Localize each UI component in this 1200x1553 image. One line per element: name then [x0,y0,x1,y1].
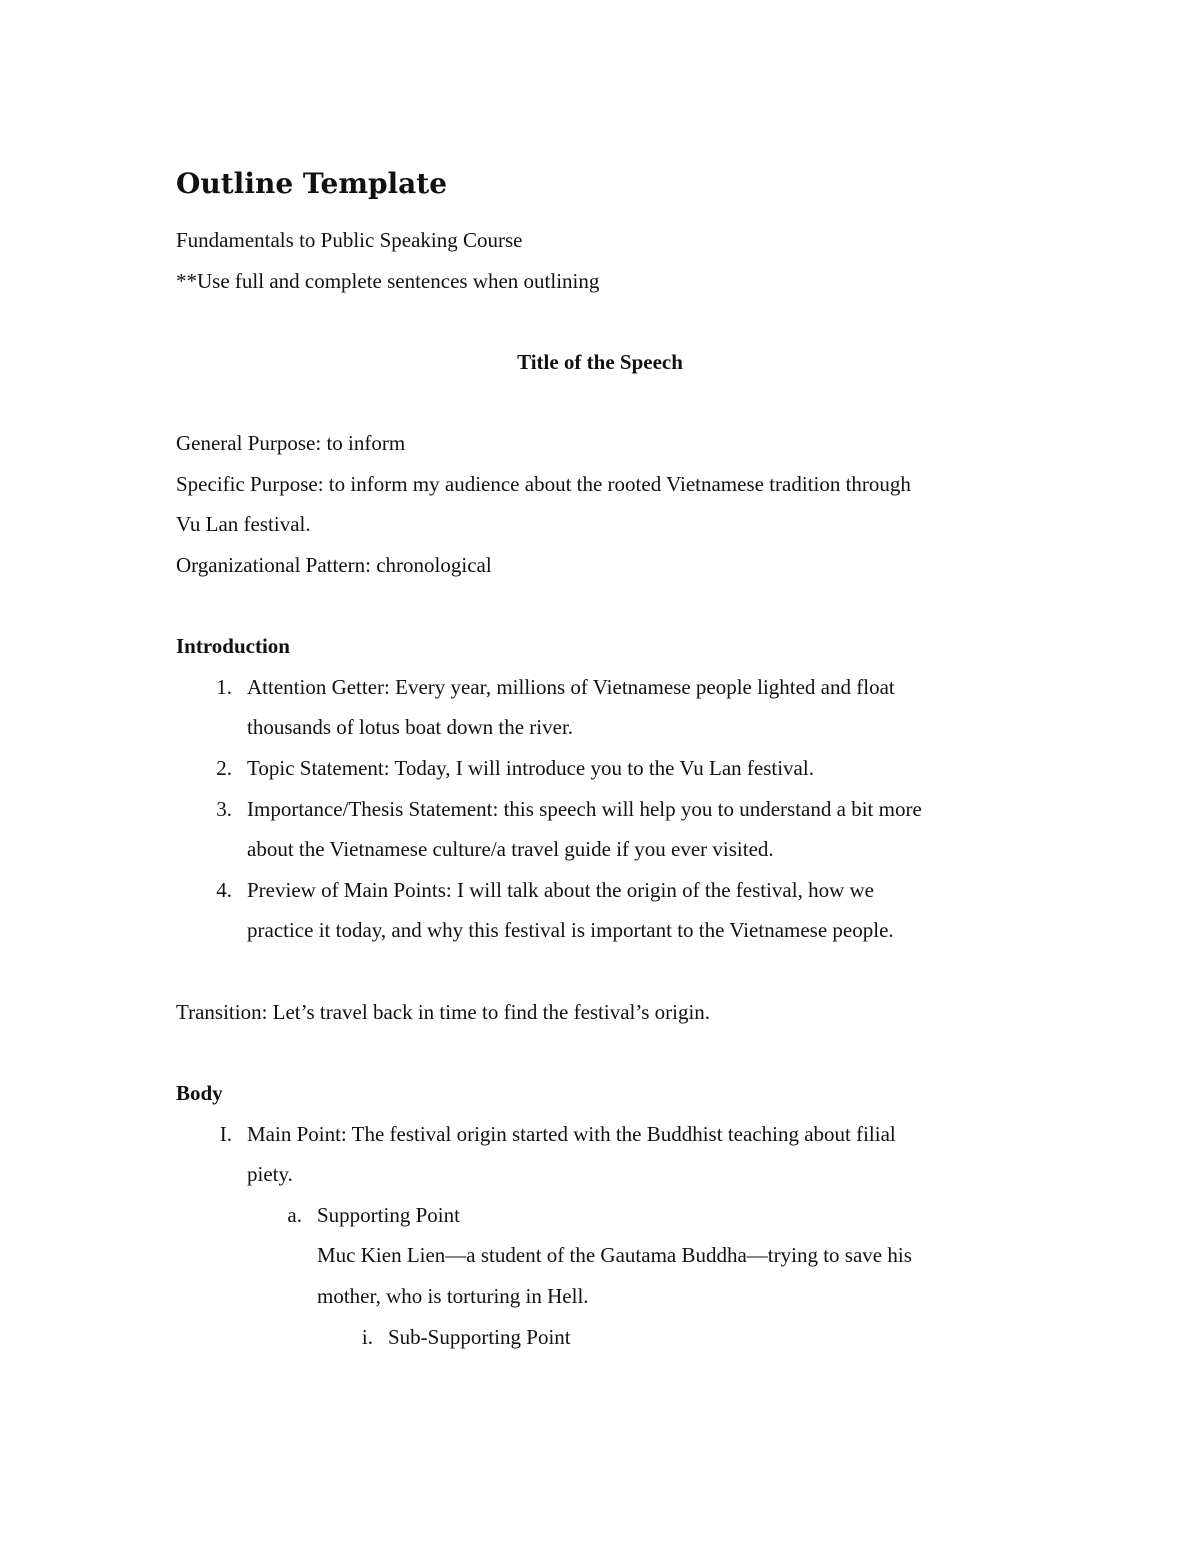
list-number: 2. [216,756,232,780]
attention-getter-line1: Attention Getter: Every year, millions of Vietnamese people lighted and float [247,675,895,699]
list-number: I. [219,1122,232,1146]
thesis-statement-line1: Importance/Thesis Statement: this speech will help you to understand a bit more [247,797,922,821]
introduction-heading: Introduction [176,634,290,658]
list-number: 1. [216,675,232,699]
supporting-point-line1: Muc Kien Lien—a student of the Gautama Buddha—trying to save his [317,1243,912,1267]
main-point-line2: piety. [247,1162,293,1186]
attention-getter-line2: thousands of lotus boat down the river. [247,715,574,739]
body-heading: Body [176,1081,223,1105]
main-point-line1: Main Point: The festival origin started with the Buddhist teaching about filial [247,1122,896,1146]
transition: Transition: Let’s travel back in time to find the festival’s origin. [176,1000,711,1024]
list-number: a. [287,1203,302,1227]
list-number: i. [361,1325,373,1349]
sub-supporting-point-label: Sub-Supporting Point [388,1325,571,1349]
organizational-pattern: Organizational Pattern: chronological [176,553,492,577]
instruction-note: **Use full and complete sentences when outlining [176,269,600,293]
supporting-point-line2: mother, who is torturing in Hell. [317,1284,589,1308]
preview-line2: practice it today, and why this festival is important to the Vietnamese people. [247,918,894,942]
speech-title: Title of the Speech [517,350,683,374]
specific-purpose-line1: Specific Purpose: to inform my audience about the rooted Vietnamese tradition through [176,472,911,496]
specific-purpose-line2: Vu Lan festival. [176,512,311,536]
thesis-statement-line2: about the Vietnamese culture/a travel guide if you ever visited. [247,837,774,861]
preview-line1: Preview of Main Points: I will talk about the origin of the festival, how we [247,878,874,902]
document-title: Outline Template [176,167,448,200]
supporting-point-label: Supporting Point [317,1203,460,1227]
general-purpose: General Purpose: to inform [176,431,406,455]
topic-statement: Topic Statement: Today, I will introduce you to the Vu Lan festival. [247,756,814,780]
course-name: Fundamentals to Public Speaking Course [176,228,523,252]
list-number: 4. [216,878,232,902]
list-number: 3. [216,797,232,821]
